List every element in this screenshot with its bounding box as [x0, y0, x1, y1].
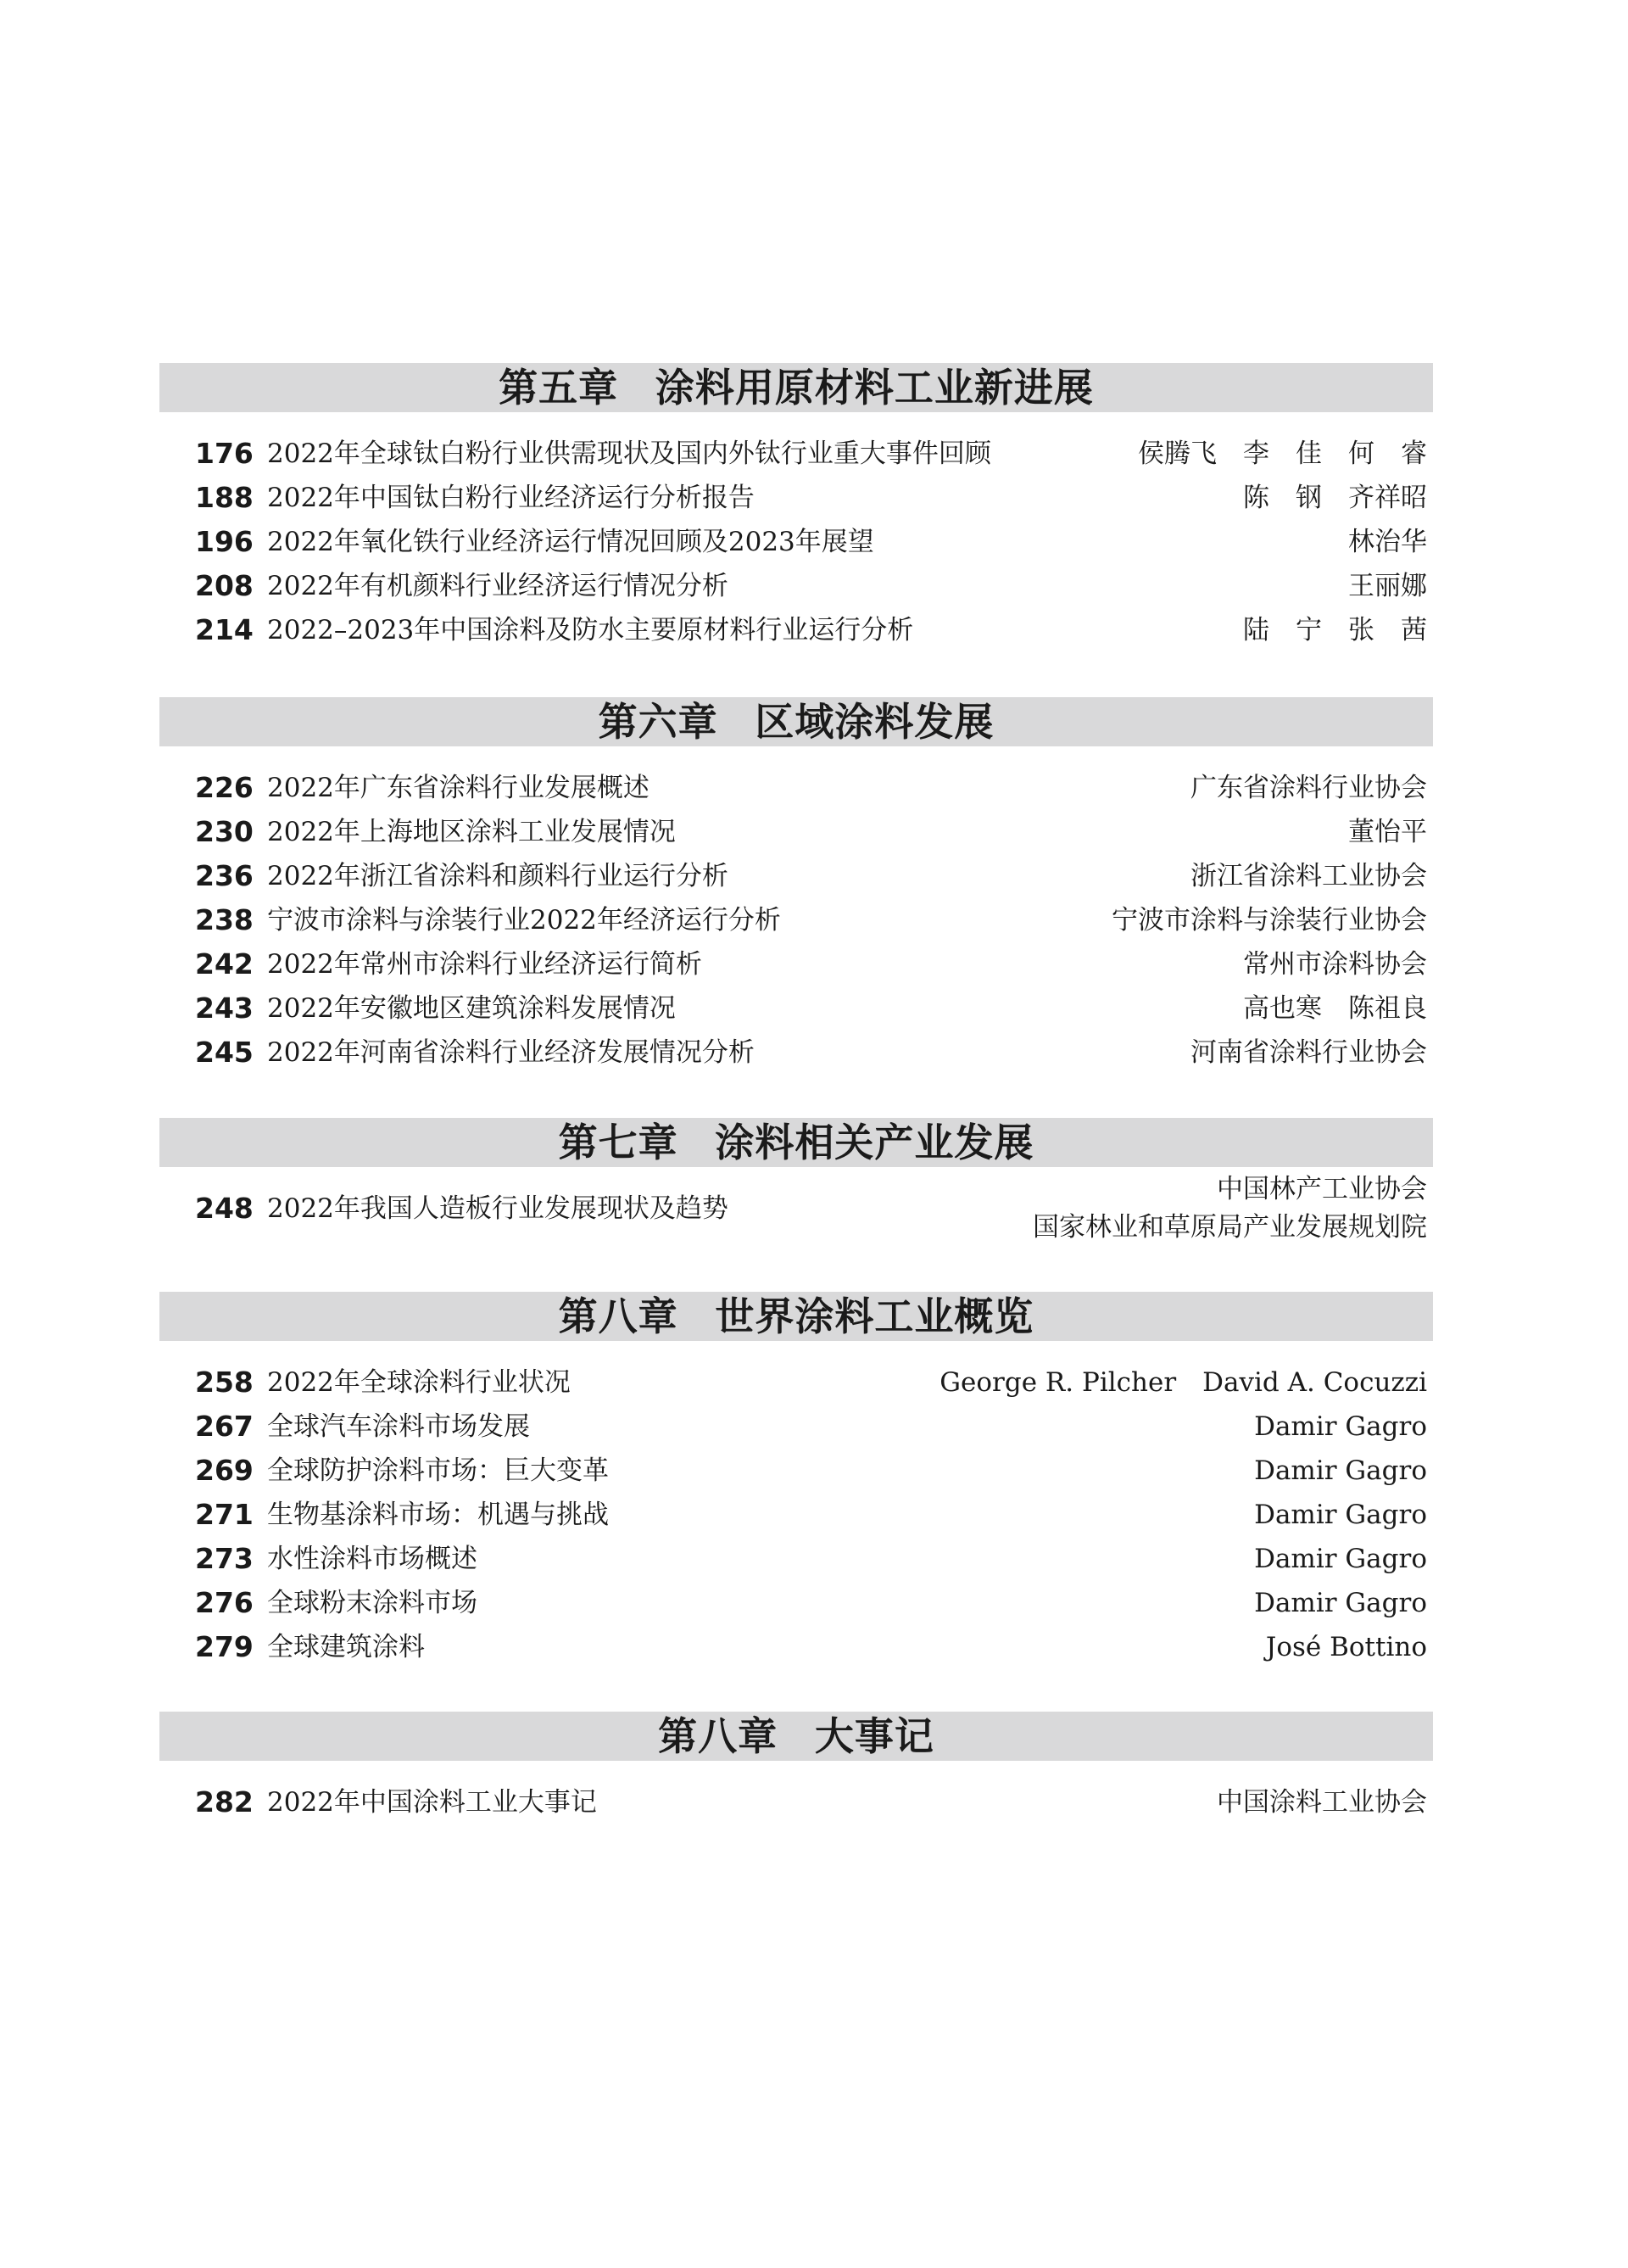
- toc-entry: [0, 1542, 1628, 1576]
- page-number: 243: [195, 992, 254, 1025]
- entry-title: 2022年广东省涂料行业发展概述: [267, 773, 650, 803]
- entry-title: 2022年全球涂料行业状况: [267, 1367, 571, 1398]
- entry-title: 2022年常州市涂料行业经济运行简析: [267, 949, 702, 980]
- entry-title: 全球建筑涂料: [267, 1632, 425, 1662]
- entry-authors: Damir Gagro: [1254, 1588, 1427, 1618]
- entry-authors: 高也寒 陈祖良: [1243, 993, 1427, 1024]
- toc-entry: [0, 1410, 1628, 1444]
- entry-title: 2022年中国涂料工业大事记: [267, 1787, 597, 1818]
- entry-authors: Damir Gagro: [1254, 1500, 1427, 1530]
- page-number: 208: [195, 569, 254, 602]
- toc-entry: [0, 569, 1628, 603]
- toc-entry: [0, 1630, 1628, 1664]
- toc-entry: [0, 481, 1628, 515]
- page-number: 238: [195, 903, 254, 936]
- page-number: 176: [195, 437, 254, 470]
- page-number: 269: [195, 1454, 254, 1487]
- entry-authors: 陆 宁 张 茜: [1243, 615, 1427, 645]
- chapter-title: 区域涂料发展: [755, 699, 995, 745]
- entry-authors: 宁波市涂料与涂装行业协会: [1112, 905, 1427, 936]
- entry-authors: Damir Gagro: [1254, 1544, 1427, 1574]
- page-number: 226: [195, 771, 254, 804]
- entry-authors-line1: 中国林产工业协会: [1217, 1174, 1427, 1204]
- entry-authors: 广东省涂料行业协会: [1190, 773, 1427, 803]
- chapter-number: 第七章: [558, 1120, 678, 1165]
- toc-entry: [0, 859, 1628, 893]
- toc-entry: [0, 1170, 1628, 1247]
- entry-authors: 常州市涂料协会: [1243, 949, 1427, 980]
- chapter-title: 世界涂料工业概览: [715, 1293, 1034, 1339]
- page-number: 267: [195, 1410, 254, 1443]
- chapter-header-bar: [159, 1712, 1433, 1761]
- chapter-title: 大事记: [814, 1713, 934, 1759]
- entry-authors: 董怡平: [1348, 817, 1427, 847]
- entry-title: 2022年全球钛白粉行业供需现状及国内外钛行业重大事件回顾: [267, 439, 991, 469]
- toc-entry: [0, 1454, 1628, 1488]
- entry-title: 全球汽车涂料市场发展: [267, 1411, 530, 1442]
- chapter-number: 第八章: [558, 1293, 678, 1339]
- chapter-header-bar: [159, 697, 1433, 746]
- toc-entry: [0, 1366, 1628, 1399]
- toc-entry: [0, 437, 1628, 471]
- page-number: 282: [195, 1785, 254, 1818]
- page-number: 258: [195, 1366, 254, 1399]
- page-number: 273: [195, 1542, 254, 1575]
- page-number: 271: [195, 1498, 254, 1531]
- entry-authors: Damir Gagro: [1254, 1411, 1427, 1442]
- entry-authors: 中国涂料工业协会: [1217, 1787, 1427, 1818]
- chapter-title: 涂料相关产业发展: [715, 1120, 1034, 1165]
- toc-entry: [0, 992, 1628, 1025]
- entry-title: 全球防护涂料市场：巨大变革: [267, 1455, 609, 1486]
- toc-entry: [0, 1785, 1628, 1819]
- entry-title: 生物基涂料市场：机遇与挑战: [267, 1500, 609, 1530]
- toc-entry: [0, 815, 1628, 849]
- page-number: 188: [195, 481, 254, 514]
- toc-entry: [0, 525, 1628, 559]
- page-number: 236: [195, 859, 254, 892]
- page-number: 276: [195, 1586, 254, 1619]
- page-number: 214: [195, 613, 254, 646]
- entry-title: 2022年河南省涂料行业经济发展情况分析: [267, 1037, 755, 1068]
- entry-title: 水性涂料市场概述: [267, 1544, 477, 1574]
- entry-title: 2022年安徽地区建筑涂料发展情况: [267, 993, 676, 1024]
- entry-authors: 浙江省涂料工业协会: [1190, 861, 1427, 891]
- toc-entry: [0, 947, 1628, 981]
- page-number: 245: [195, 1036, 254, 1069]
- entry-title: 2022年上海地区涂料工业发展情况: [267, 817, 676, 847]
- page-number: 279: [195, 1630, 254, 1663]
- chapter-header-bar: [159, 1118, 1433, 1167]
- chapter-number: 第五章: [499, 365, 619, 411]
- entry-title: 2022年氧化铁行业经济运行情况回顾及2023年展望: [267, 527, 874, 557]
- page-number: 230: [195, 815, 254, 848]
- chapter-header-bar: [159, 1292, 1433, 1341]
- entry-authors: 王丽娜: [1348, 571, 1427, 601]
- page-number: 242: [195, 947, 254, 980]
- toc-entry: [0, 903, 1628, 937]
- toc-entry: [0, 613, 1628, 647]
- entry-title: 2022–2023年中国涂料及防水主要原材料行业运行分析: [267, 615, 914, 645]
- entry-authors: 林治华: [1348, 527, 1427, 557]
- page-number: 196: [195, 525, 254, 558]
- entry-title: 2022年浙江省涂料和颜料行业运行分析: [267, 861, 728, 891]
- toc-entry: [0, 1036, 1628, 1070]
- entry-title: 2022年有机颜料行业经济运行情况分析: [267, 571, 728, 601]
- toc-entry: [0, 771, 1628, 805]
- entry-authors: 陈 钢 齐祥昭: [1243, 483, 1427, 513]
- chapter-title: 涂料用原材料工业新进展: [655, 365, 1094, 411]
- entry-title: 2022年中国钛白粉行业经济运行分析报告: [267, 483, 755, 513]
- entry-authors: [1033, 1170, 1427, 1247]
- entry-authors: José Bottino: [1265, 1632, 1427, 1662]
- chapter-number: 第八章: [658, 1713, 778, 1759]
- page-number: 248: [195, 1192, 254, 1225]
- chapter-header-bar: [159, 363, 1433, 412]
- entry-authors-line2: 国家林业和草原局产业发展规划院: [1033, 1212, 1427, 1243]
- toc-entry: [0, 1586, 1628, 1620]
- entry-title: 全球粉末涂料市场: [267, 1588, 477, 1618]
- entry-title: 2022年我国人造板行业发展现状及趋势: [267, 1193, 728, 1224]
- entry-title: 宁波市涂料与涂装行业2022年经济运行分析: [267, 905, 781, 936]
- entry-authors: George R. Pilcher David A. Cocuzzi: [939, 1367, 1427, 1398]
- entry-authors: 侯腾飞 李 佳 何 睿: [1138, 439, 1427, 469]
- entry-authors: Damir Gagro: [1254, 1455, 1427, 1486]
- chapter-number: 第六章: [598, 699, 718, 745]
- toc-entry: [0, 1498, 1628, 1532]
- entry-authors: 河南省涂料行业协会: [1190, 1037, 1427, 1068]
